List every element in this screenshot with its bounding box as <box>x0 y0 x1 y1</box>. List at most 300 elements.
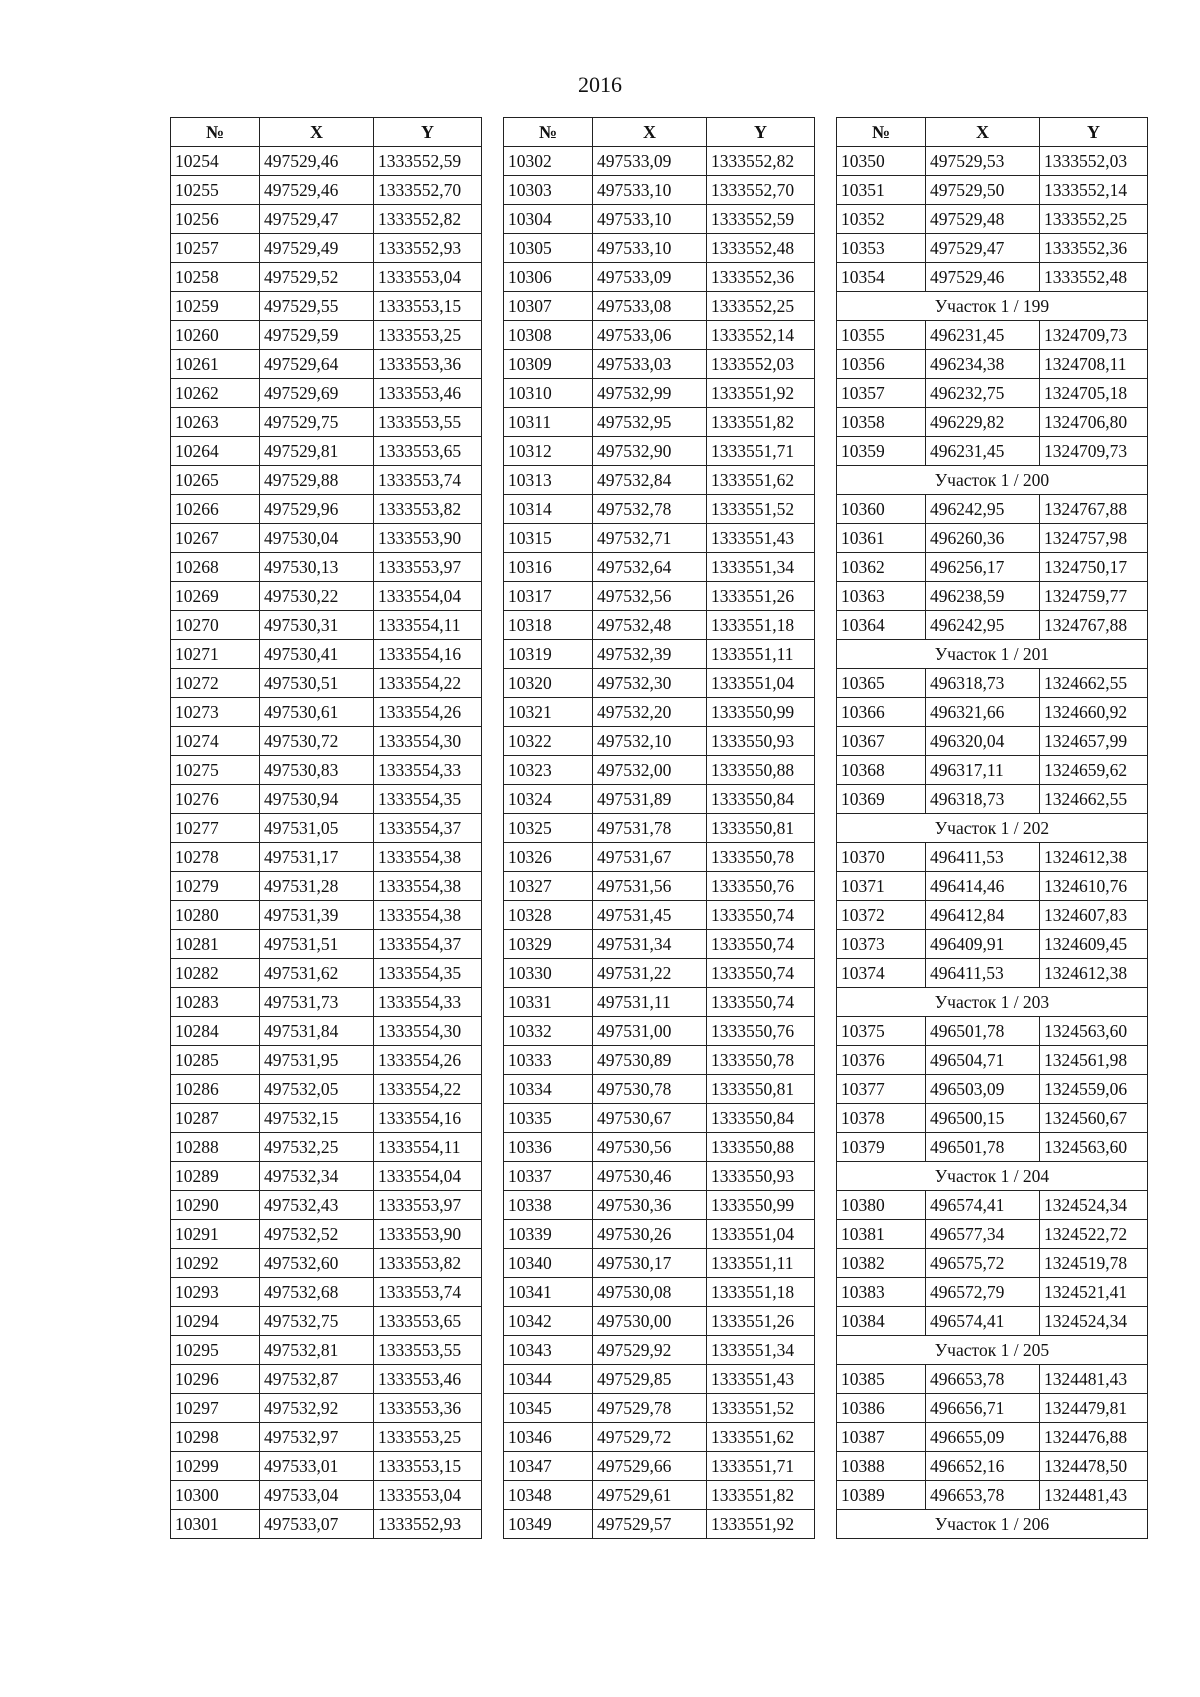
header-x: X <box>260 118 374 147</box>
y-coordinate-cell: 1333551,71 <box>707 1452 815 1481</box>
y-coordinate-cell: 1333554,30 <box>374 727 482 756</box>
table-row <box>504 785 815 814</box>
point-number-cell: 10347 <box>504 1452 593 1481</box>
table-row <box>171 988 482 1017</box>
point-number-cell: 10352 <box>837 205 926 234</box>
table-row <box>171 785 482 814</box>
y-coordinate-cell: 1324612,38 <box>1040 843 1148 872</box>
point-number-cell: 10307 <box>504 292 593 321</box>
table-row <box>504 263 815 292</box>
table-row <box>837 1423 1148 1452</box>
y-coordinate-cell: 1333550,81 <box>707 1075 815 1104</box>
table-row <box>171 1191 482 1220</box>
point-number-cell: 10264 <box>171 437 260 466</box>
table-row <box>837 669 1148 698</box>
x-coordinate-cell: 496575,72 <box>926 1249 1040 1278</box>
table-row <box>504 901 815 930</box>
y-coordinate-cell: 1333553,15 <box>374 292 482 321</box>
y-coordinate-cell: 1333553,82 <box>374 1249 482 1278</box>
x-coordinate-cell: 497530,67 <box>593 1104 707 1133</box>
x-coordinate-cell: 496653,78 <box>926 1365 1040 1394</box>
x-coordinate-cell: 496504,71 <box>926 1046 1040 1075</box>
table-row <box>171 1452 482 1481</box>
y-coordinate-cell: 1333553,97 <box>374 553 482 582</box>
y-coordinate-cell: 1324759,77 <box>1040 582 1148 611</box>
point-number-cell: 10257 <box>171 234 260 263</box>
table-row <box>837 930 1148 959</box>
section-row <box>837 1162 1148 1191</box>
table-row <box>837 1191 1148 1220</box>
point-number-cell: 10370 <box>837 843 926 872</box>
table-row <box>504 234 815 263</box>
y-coordinate-cell: 1333552,36 <box>1040 234 1148 263</box>
x-coordinate-cell: 497533,01 <box>260 1452 374 1481</box>
y-coordinate-cell: 1333554,38 <box>374 872 482 901</box>
header-y: Y <box>707 118 815 147</box>
point-number-cell: 10367 <box>837 727 926 756</box>
point-number-cell: 10385 <box>837 1365 926 1394</box>
table-row <box>837 843 1148 872</box>
y-coordinate-cell: 1333550,76 <box>707 1017 815 1046</box>
y-coordinate-cell: 1324561,98 <box>1040 1046 1148 1075</box>
x-coordinate-cell: 496500,15 <box>926 1104 1040 1133</box>
x-coordinate-cell: 497529,55 <box>260 292 374 321</box>
y-coordinate-cell: 1333554,30 <box>374 1017 482 1046</box>
y-coordinate-cell: 1324767,88 <box>1040 611 1148 640</box>
table-row <box>171 292 482 321</box>
y-coordinate-cell: 1324560,67 <box>1040 1104 1148 1133</box>
x-coordinate-cell: 497530,41 <box>260 640 374 669</box>
y-coordinate-cell: 1324476,88 <box>1040 1423 1148 1452</box>
table-row <box>171 1394 482 1423</box>
y-coordinate-cell: 1324662,55 <box>1040 669 1148 698</box>
table-row <box>504 1423 815 1452</box>
point-number-cell: 10293 <box>171 1278 260 1307</box>
table-row <box>837 147 1148 176</box>
y-coordinate-cell: 1333554,16 <box>374 640 482 669</box>
point-number-cell: 10271 <box>171 640 260 669</box>
x-coordinate-cell: 497530,31 <box>260 611 374 640</box>
table-row <box>504 321 815 350</box>
point-number-cell: 10309 <box>504 350 593 379</box>
x-coordinate-cell: 497529,46 <box>260 147 374 176</box>
point-number-cell: 10332 <box>504 1017 593 1046</box>
section-label: Участок 1 / 200 <box>837 466 1148 495</box>
x-coordinate-cell: 497533,10 <box>593 205 707 234</box>
y-coordinate-cell: 1333554,22 <box>374 669 482 698</box>
y-coordinate-cell: 1333554,11 <box>374 1133 482 1162</box>
point-number-cell: 10380 <box>837 1191 926 1220</box>
x-coordinate-cell: 497532,95 <box>593 408 707 437</box>
point-number-cell: 10361 <box>837 524 926 553</box>
y-coordinate-cell: 1333551,18 <box>707 611 815 640</box>
point-number-cell: 10327 <box>504 872 593 901</box>
point-number-cell: 10323 <box>504 756 593 785</box>
x-coordinate-cell: 497529,52 <box>260 263 374 292</box>
table-row <box>171 901 482 930</box>
section-row <box>837 640 1148 669</box>
section-row <box>837 1336 1148 1365</box>
y-coordinate-cell: 1333550,99 <box>707 1191 815 1220</box>
x-coordinate-cell: 497530,46 <box>593 1162 707 1191</box>
x-coordinate-cell: 497531,73 <box>260 988 374 1017</box>
table-header-row <box>837 118 1148 147</box>
point-number-cell: 10313 <box>504 466 593 495</box>
x-coordinate-cell: 496501,78 <box>926 1133 1040 1162</box>
point-number-cell: 10345 <box>504 1394 593 1423</box>
point-number-cell: 10301 <box>171 1510 260 1539</box>
y-coordinate-cell: 1333551,04 <box>707 1220 815 1249</box>
y-coordinate-cell: 1324519,78 <box>1040 1249 1148 1278</box>
y-coordinate-cell: 1333553,04 <box>374 263 482 292</box>
y-coordinate-cell: 1333551,26 <box>707 582 815 611</box>
y-coordinate-cell: 1324767,88 <box>1040 495 1148 524</box>
x-coordinate-cell: 497530,04 <box>260 524 374 553</box>
point-number-cell: 10374 <box>837 959 926 988</box>
x-coordinate-cell: 497531,28 <box>260 872 374 901</box>
point-number-cell: 10376 <box>837 1046 926 1075</box>
table-row <box>504 1249 815 1278</box>
x-coordinate-cell: 497530,72 <box>260 727 374 756</box>
x-coordinate-cell: 497531,67 <box>593 843 707 872</box>
section-label: Участок 1 / 203 <box>837 988 1148 1017</box>
y-coordinate-cell: 1333553,90 <box>374 1220 482 1249</box>
table-row <box>171 1220 482 1249</box>
x-coordinate-cell: 497532,56 <box>593 582 707 611</box>
x-coordinate-cell: 497531,89 <box>593 785 707 814</box>
y-coordinate-cell: 1324610,76 <box>1040 872 1148 901</box>
point-number-cell: 10278 <box>171 843 260 872</box>
y-coordinate-cell: 1333553,90 <box>374 524 482 553</box>
y-coordinate-cell: 1324524,34 <box>1040 1307 1148 1336</box>
table-row <box>504 176 815 205</box>
y-coordinate-cell: 1333554,04 <box>374 1162 482 1191</box>
y-coordinate-cell: 1324563,60 <box>1040 1017 1148 1046</box>
y-coordinate-cell: 1324521,41 <box>1040 1278 1148 1307</box>
table-row <box>837 901 1148 930</box>
table-row <box>504 379 815 408</box>
header-y: Y <box>374 118 482 147</box>
page-number: 2016 <box>578 72 622 97</box>
point-number-cell: 10299 <box>171 1452 260 1481</box>
table-row <box>171 1423 482 1452</box>
x-coordinate-cell: 496574,41 <box>926 1191 1040 1220</box>
y-coordinate-cell: 1324524,34 <box>1040 1191 1148 1220</box>
table-row <box>837 872 1148 901</box>
x-coordinate-cell: 497532,39 <box>593 640 707 669</box>
y-coordinate-cell: 1333553,65 <box>374 437 482 466</box>
table-row <box>171 437 482 466</box>
x-coordinate-cell: 496231,45 <box>926 437 1040 466</box>
y-coordinate-cell: 1333551,82 <box>707 408 815 437</box>
section-label: Участок 1 / 205 <box>837 1336 1148 1365</box>
y-coordinate-cell: 1324479,81 <box>1040 1394 1148 1423</box>
point-number-cell: 10355 <box>837 321 926 350</box>
x-coordinate-cell: 497532,87 <box>260 1365 374 1394</box>
table-row <box>837 495 1148 524</box>
x-coordinate-cell: 496234,38 <box>926 350 1040 379</box>
x-coordinate-cell: 496653,78 <box>926 1481 1040 1510</box>
y-coordinate-cell: 1333553,25 <box>374 1423 482 1452</box>
x-coordinate-cell: 496318,73 <box>926 785 1040 814</box>
x-coordinate-cell: 497531,22 <box>593 959 707 988</box>
table-row <box>504 611 815 640</box>
x-coordinate-cell: 497530,36 <box>593 1191 707 1220</box>
table-row <box>504 1394 815 1423</box>
section-label: Участок 1 / 199 <box>837 292 1148 321</box>
table-row <box>504 1191 815 1220</box>
y-coordinate-cell: 1333552,70 <box>374 176 482 205</box>
y-coordinate-cell: 1333553,25 <box>374 321 482 350</box>
y-coordinate-cell: 1333550,81 <box>707 814 815 843</box>
x-coordinate-cell: 496242,95 <box>926 495 1040 524</box>
y-coordinate-cell: 1333551,11 <box>707 1249 815 1278</box>
x-coordinate-cell: 497529,66 <box>593 1452 707 1481</box>
x-coordinate-cell: 497533,09 <box>593 263 707 292</box>
y-coordinate-cell: 1333552,48 <box>1040 263 1148 292</box>
y-coordinate-cell: 1333550,74 <box>707 901 815 930</box>
point-number-cell: 10287 <box>171 1104 260 1133</box>
x-coordinate-cell: 497529,59 <box>260 321 374 350</box>
x-coordinate-cell: 497529,47 <box>260 205 374 234</box>
point-number-cell: 10365 <box>837 669 926 698</box>
x-coordinate-cell: 497531,45 <box>593 901 707 930</box>
y-coordinate-cell: 1333551,52 <box>707 495 815 524</box>
table-row <box>171 1336 482 1365</box>
point-number-cell: 10346 <box>504 1423 593 1452</box>
table-row <box>171 524 482 553</box>
x-coordinate-cell: 497531,39 <box>260 901 374 930</box>
table-row <box>837 234 1148 263</box>
y-coordinate-cell: 1324657,99 <box>1040 727 1148 756</box>
y-coordinate-cell: 1333551,43 <box>707 1365 815 1394</box>
table-row <box>171 930 482 959</box>
x-coordinate-cell: 497529,78 <box>593 1394 707 1423</box>
table-row <box>171 843 482 872</box>
x-coordinate-cell: 497533,08 <box>593 292 707 321</box>
point-number-cell: 10363 <box>837 582 926 611</box>
y-coordinate-cell: 1333553,74 <box>374 466 482 495</box>
y-coordinate-cell: 1333551,92 <box>707 379 815 408</box>
point-number-cell: 10326 <box>504 843 593 872</box>
table-row <box>504 437 815 466</box>
y-coordinate-cell: 1333550,78 <box>707 843 815 872</box>
table-row <box>504 640 815 669</box>
point-number-cell: 10283 <box>171 988 260 1017</box>
table-header-row <box>171 118 482 147</box>
y-coordinate-cell: 1324607,83 <box>1040 901 1148 930</box>
table-row <box>171 959 482 988</box>
point-number-cell: 10256 <box>171 205 260 234</box>
table-row <box>504 1365 815 1394</box>
point-number-cell: 10325 <box>504 814 593 843</box>
y-coordinate-cell: 1324522,72 <box>1040 1220 1148 1249</box>
section-row <box>837 292 1148 321</box>
x-coordinate-cell: 497529,50 <box>926 176 1040 205</box>
header-number: № <box>171 118 260 147</box>
table-row <box>837 756 1148 785</box>
table-row <box>837 1278 1148 1307</box>
point-number-cell: 10379 <box>837 1133 926 1162</box>
y-coordinate-cell: 1333553,55 <box>374 1336 482 1365</box>
point-number-cell: 10284 <box>171 1017 260 1046</box>
x-coordinate-cell: 496656,71 <box>926 1394 1040 1423</box>
point-number-cell: 10333 <box>504 1046 593 1075</box>
table-row <box>837 785 1148 814</box>
y-coordinate-cell: 1333552,82 <box>374 205 482 234</box>
point-number-cell: 10343 <box>504 1336 593 1365</box>
table-row <box>171 727 482 756</box>
table-row <box>837 437 1148 466</box>
point-number-cell: 10275 <box>171 756 260 785</box>
point-number-cell: 10344 <box>504 1365 593 1394</box>
point-number-cell: 10387 <box>837 1423 926 1452</box>
table-row <box>504 1481 815 1510</box>
table-row <box>837 176 1148 205</box>
y-coordinate-cell: 1333551,11 <box>707 640 815 669</box>
x-coordinate-cell: 497529,64 <box>260 350 374 379</box>
x-coordinate-cell: 496412,84 <box>926 901 1040 930</box>
x-coordinate-cell: 497531,56 <box>593 872 707 901</box>
x-coordinate-cell: 497529,48 <box>926 205 1040 234</box>
point-number-cell: 10294 <box>171 1307 260 1336</box>
y-coordinate-cell: 1333553,46 <box>374 379 482 408</box>
x-coordinate-cell: 497529,46 <box>260 176 374 205</box>
point-number-cell: 10338 <box>504 1191 593 1220</box>
table-row <box>837 1075 1148 1104</box>
point-number-cell: 10366 <box>837 698 926 727</box>
y-coordinate-cell: 1333553,46 <box>374 1365 482 1394</box>
x-coordinate-cell: 497530,61 <box>260 698 374 727</box>
x-coordinate-cell: 497532,25 <box>260 1133 374 1162</box>
y-coordinate-cell: 1333552,25 <box>1040 205 1148 234</box>
x-coordinate-cell: 497529,88 <box>260 466 374 495</box>
y-coordinate-cell: 1333553,55 <box>374 408 482 437</box>
point-number-cell: 10328 <box>504 901 593 930</box>
y-coordinate-cell: 1324563,60 <box>1040 1133 1148 1162</box>
y-coordinate-cell: 1333553,97 <box>374 1191 482 1220</box>
y-coordinate-cell: 1333552,03 <box>1040 147 1148 176</box>
table-row <box>171 756 482 785</box>
y-coordinate-cell: 1333552,59 <box>707 205 815 234</box>
table-row <box>837 582 1148 611</box>
x-coordinate-cell: 496572,79 <box>926 1278 1040 1307</box>
x-coordinate-cell: 497532,68 <box>260 1278 374 1307</box>
point-number-cell: 10276 <box>171 785 260 814</box>
y-coordinate-cell: 1333550,74 <box>707 988 815 1017</box>
point-number-cell: 10372 <box>837 901 926 930</box>
table-row <box>171 1249 482 1278</box>
coordinates-table-3 <box>836 117 1148 1539</box>
y-coordinate-cell: 1333554,04 <box>374 582 482 611</box>
section-label: Участок 1 / 206 <box>837 1510 1148 1539</box>
point-number-cell: 10303 <box>504 176 593 205</box>
y-coordinate-cell: 1333551,34 <box>707 1336 815 1365</box>
point-number-cell: 10279 <box>171 872 260 901</box>
x-coordinate-cell: 497532,30 <box>593 669 707 698</box>
y-coordinate-cell: 1333550,74 <box>707 959 815 988</box>
x-coordinate-cell: 497531,11 <box>593 988 707 1017</box>
point-number-cell: 10267 <box>171 524 260 553</box>
x-coordinate-cell: 497530,00 <box>593 1307 707 1336</box>
x-coordinate-cell: 497529,53 <box>926 147 1040 176</box>
y-coordinate-cell: 1324706,80 <box>1040 408 1148 437</box>
point-number-cell: 10285 <box>171 1046 260 1075</box>
table-row <box>504 1336 815 1365</box>
header-x: X <box>593 118 707 147</box>
table-row <box>504 1046 815 1075</box>
point-number-cell: 10368 <box>837 756 926 785</box>
point-number-cell: 10331 <box>504 988 593 1017</box>
point-number-cell: 10282 <box>171 959 260 988</box>
table-row <box>504 147 815 176</box>
point-number-cell: 10389 <box>837 1481 926 1510</box>
table-row <box>171 466 482 495</box>
table-row <box>504 669 815 698</box>
y-coordinate-cell: 1324708,11 <box>1040 350 1148 379</box>
table-row <box>504 1307 815 1336</box>
x-coordinate-cell: 496231,45 <box>926 321 1040 350</box>
table-row <box>837 1017 1148 1046</box>
y-coordinate-cell: 1333554,26 <box>374 698 482 727</box>
y-coordinate-cell: 1324609,45 <box>1040 930 1148 959</box>
table-row <box>171 1017 482 1046</box>
x-coordinate-cell: 497532,20 <box>593 698 707 727</box>
x-coordinate-cell: 497531,78 <box>593 814 707 843</box>
table-row <box>504 698 815 727</box>
table-row <box>837 1104 1148 1133</box>
y-coordinate-cell: 1324612,38 <box>1040 959 1148 988</box>
table-row <box>171 1133 482 1162</box>
point-number-cell: 10308 <box>504 321 593 350</box>
section-row <box>837 814 1148 843</box>
y-coordinate-cell: 1333550,84 <box>707 1104 815 1133</box>
y-coordinate-cell: 1333553,36 <box>374 1394 482 1423</box>
x-coordinate-cell: 497529,49 <box>260 234 374 263</box>
y-coordinate-cell: 1333553,74 <box>374 1278 482 1307</box>
table-row <box>837 1307 1148 1336</box>
table-row <box>171 408 482 437</box>
point-number-cell: 10315 <box>504 524 593 553</box>
x-coordinate-cell: 496652,16 <box>926 1452 1040 1481</box>
y-coordinate-cell: 1333550,88 <box>707 1133 815 1162</box>
x-coordinate-cell: 497529,81 <box>260 437 374 466</box>
section-label: Участок 1 / 202 <box>837 814 1148 843</box>
x-coordinate-cell: 497529,47 <box>926 234 1040 263</box>
point-number-cell: 10262 <box>171 379 260 408</box>
point-number-cell: 10261 <box>171 350 260 379</box>
table-row <box>837 524 1148 553</box>
table-row <box>837 959 1148 988</box>
point-number-cell: 10360 <box>837 495 926 524</box>
point-number-cell: 10373 <box>837 930 926 959</box>
table-row <box>171 321 482 350</box>
table-row <box>504 582 815 611</box>
header-number: № <box>837 118 926 147</box>
x-coordinate-cell: 497529,96 <box>260 495 374 524</box>
point-number-cell: 10364 <box>837 611 926 640</box>
table-row <box>171 1075 482 1104</box>
y-coordinate-cell: 1333552,48 <box>707 234 815 263</box>
table-row <box>837 1249 1148 1278</box>
table-row <box>837 553 1148 582</box>
table-row <box>504 466 815 495</box>
y-coordinate-cell: 1333554,11 <box>374 611 482 640</box>
x-coordinate-cell: 497530,83 <box>260 756 374 785</box>
x-coordinate-cell: 496318,73 <box>926 669 1040 698</box>
table-row <box>171 350 482 379</box>
x-coordinate-cell: 497529,85 <box>593 1365 707 1394</box>
